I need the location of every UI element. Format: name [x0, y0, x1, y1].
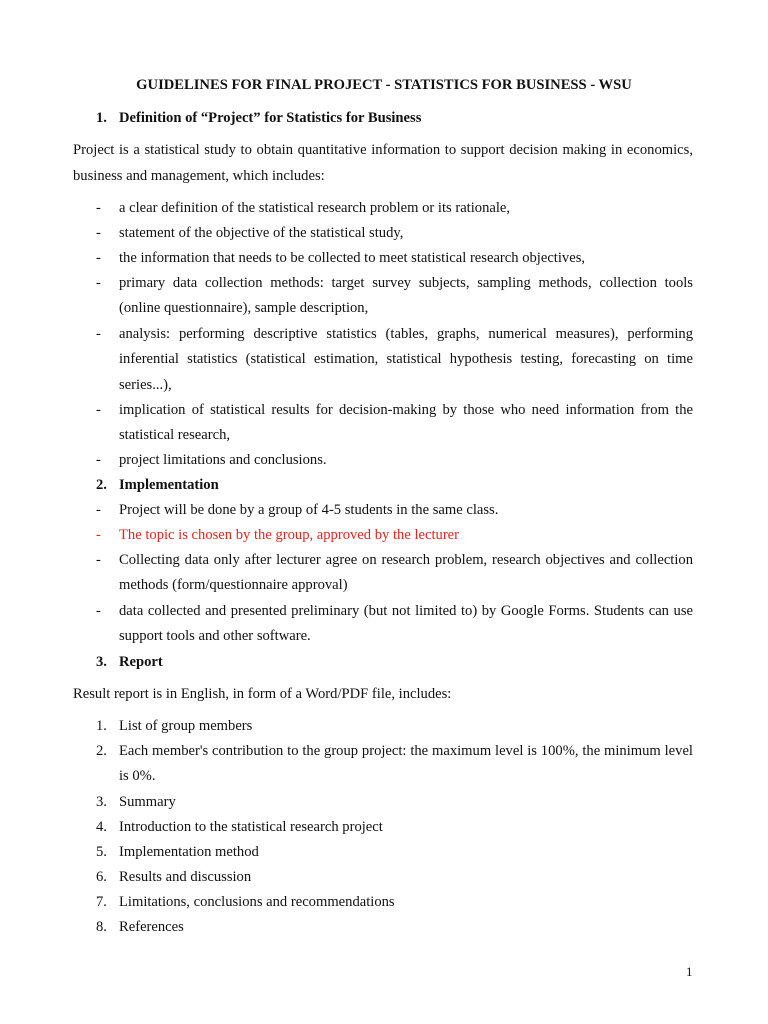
bullet-dash: -	[96, 527, 101, 543]
section-title: Implementation	[119, 477, 219, 493]
numbered-item	[73, 790, 693, 815]
section-1-intro: Project is a statistical study to obtain quantitative information to support decision making in economics, business and management, which includes:	[73, 142, 693, 184]
list-item-text: statement of the objective of the statistical study,	[119, 225, 404, 241]
numbered-item	[73, 714, 693, 739]
list-item	[73, 246, 693, 271]
item-number: 6.	[96, 869, 107, 885]
list-item	[73, 448, 693, 473]
bullet-dash: -	[96, 200, 101, 216]
section-number: 1.	[96, 110, 107, 126]
list-item	[73, 271, 693, 322]
bullet-dash: -	[96, 552, 101, 568]
list-item-text: analysis: performing descriptive statistics (tables, graphs, numerical measures), performing inferential statistics (statistical estimation, statistical hypothesis testing, forecasting on time series...),	[119, 326, 693, 393]
numbered-item	[73, 739, 693, 790]
document-title: GUIDELINES FOR FINAL PROJECT - STATISTICS FOR BUSINESS - WSU	[136, 77, 632, 93]
list-item	[73, 599, 693, 650]
item-number: 2.	[96, 743, 107, 759]
numbered-item	[73, 865, 693, 890]
numbered-item-text: Limitations, conclusions and recommendations	[119, 894, 395, 910]
page-number: 1	[686, 964, 693, 979]
numbered-item	[73, 915, 693, 940]
section-3-intro: Result report is in English, in form of a Word/PDF file, includes:	[73, 686, 452, 702]
list-item-text: Collecting data only after lecturer agree on research problem, research objectives and collection methods (form/questionnaire approval)	[119, 552, 693, 594]
bullet-dash: -	[96, 502, 101, 518]
list-item-text: Project will be done by a group of 4-5 students in the same class.	[119, 502, 499, 518]
numbered-item-text: Summary	[119, 794, 176, 810]
bullet-dash: -	[96, 452, 101, 468]
item-number: 4.	[96, 819, 107, 835]
list-item-text: the information that needs to be collected to meet statistical research objectives,	[119, 250, 586, 266]
numbered-item	[73, 840, 693, 865]
section-title: Definition of “Project” for Statistics for Business	[119, 110, 422, 126]
numbered-item-text: References	[119, 919, 184, 935]
list-item	[73, 322, 693, 398]
numbered-item	[73, 815, 693, 840]
item-number: 8.	[96, 919, 107, 935]
list-item-text: data collected and presented preliminary (but not limited to) by Google Forms. Students can use support tools and other software.	[119, 603, 693, 645]
numbered-item-text: List of group members	[119, 718, 253, 734]
list-item	[73, 398, 693, 449]
numbered-item-text: Introduction to the statistical research project	[119, 819, 383, 835]
item-number: 7.	[96, 894, 107, 910]
bullet-dash: -	[96, 250, 101, 266]
numbered-item-text: Each member's contribution to the group project: the maximum level is 100%, the minimum level is 0%.	[119, 743, 693, 785]
bullet-dash: -	[96, 326, 101, 342]
list-item-text: implication of statistical results for decision-making by those who need information from the statistical research,	[119, 402, 693, 444]
item-number: 5.	[96, 844, 107, 860]
item-number: 3.	[96, 794, 107, 810]
list-item-text: primary data collection methods: target survey subjects, sampling methods, collection tools (online questionnaire), sample description,	[119, 275, 693, 317]
section-title: Report	[119, 654, 163, 670]
bullet-dash: -	[96, 402, 101, 418]
bullet-dash: -	[96, 225, 101, 241]
list-item	[73, 221, 693, 246]
item-number: 1.	[96, 718, 107, 734]
section-number: 3.	[96, 654, 107, 670]
section-number: 2.	[96, 477, 107, 493]
bullet-dash: -	[96, 275, 101, 291]
bullet-dash: -	[96, 603, 101, 619]
list-item-text: The topic is chosen by the group, approved by the lecturer	[119, 527, 460, 543]
list-item-highlighted	[73, 523, 693, 548]
numbered-item-text: Results and discussion	[119, 869, 252, 885]
numbered-item-text: Implementation method	[119, 844, 259, 860]
list-item	[73, 196, 693, 221]
list-item	[73, 498, 693, 523]
list-item-text: project limitations and conclusions.	[119, 452, 327, 468]
list-item	[73, 548, 693, 599]
list-item-text: a clear definition of the statistical research problem or its rationale,	[119, 200, 511, 216]
numbered-item	[73, 890, 693, 915]
